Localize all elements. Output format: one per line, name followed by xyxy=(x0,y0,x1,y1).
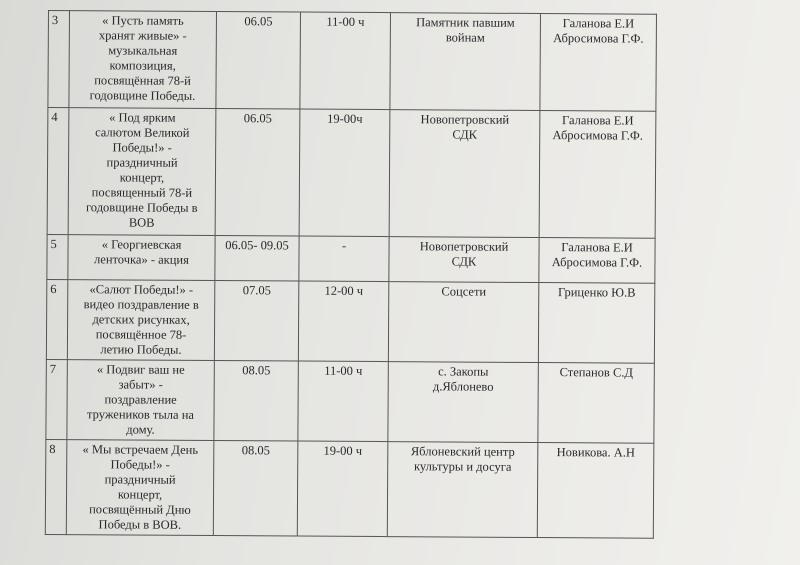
event-name: «Салют Победы!» - видео поздравление в детских рисунках, посвящённое 78- летию Победы. xyxy=(67,280,214,361)
event-date: 06.05 xyxy=(215,109,300,237)
event-time: 19-00 ч xyxy=(297,441,388,537)
event-responsible: Степанов С.Д xyxy=(538,363,654,444)
event-date: 07.05 xyxy=(214,281,298,362)
event-place: Новопетровский СДК xyxy=(389,110,540,238)
event-time: 11-00 ч xyxy=(300,12,391,110)
row-number: 4 xyxy=(47,108,69,235)
event-place: с. Закопы д.Яблонево xyxy=(388,362,538,443)
table-row xyxy=(46,359,654,443)
event-name: « Георгиевская ленточка» - акция xyxy=(68,235,215,281)
table-row xyxy=(46,279,654,363)
event-name: « Мы встречаем День Победы!» - праздничный концерт, посвящённый Дню Победы в ВОВ. xyxy=(66,440,214,536)
table-row xyxy=(45,439,654,538)
event-responsible: Гриценко Ю.В xyxy=(538,283,654,364)
event-date: 08.05 xyxy=(213,441,298,537)
event-name: « Под ярким салютом Великой Победы!» - праздничный концерт, посвященный 78-й годовщине Победы в ВОВ xyxy=(68,108,216,236)
table-row xyxy=(47,234,655,283)
row-number: 6 xyxy=(46,279,67,359)
event-time: 12-00 ч xyxy=(298,281,388,362)
event-responsible: Галанова Е.И Абросимова Г.Ф. xyxy=(540,14,657,112)
table-row xyxy=(48,11,657,112)
row-number: 5 xyxy=(47,234,68,279)
event-place: Соцсети xyxy=(388,282,538,363)
row-number: 3 xyxy=(48,11,70,108)
event-place: Яблоневский центр культуры и досуга xyxy=(387,442,538,538)
table-row xyxy=(47,108,656,239)
event-place: Новопетровский СДК xyxy=(389,237,539,283)
event-responsible: Галанова Е.И Абросимова Г.Ф. xyxy=(539,111,656,239)
event-time: 19-00ч xyxy=(299,109,390,237)
event-name: « Подвиг ваш не забыт» - поздравление тружеников тыла на дому. xyxy=(67,360,214,441)
event-name: « Пусть память хранят живые» - музыкальная композиция, посвящённая 78-й годовщине Победы. xyxy=(69,11,217,109)
event-time: 11-00 ч xyxy=(298,361,388,442)
row-number: 8 xyxy=(45,439,67,534)
event-responsible: Новикова. А.Н xyxy=(537,443,654,539)
event-time: - xyxy=(299,236,389,282)
event-date: 08.05 xyxy=(214,361,298,442)
events-table xyxy=(45,10,657,539)
event-date: 06.05 xyxy=(216,12,301,110)
row-number: 7 xyxy=(46,359,67,439)
event-responsible: Галанова Е.И Абросимова Г.Ф. xyxy=(539,238,655,284)
event-date: 06.05- 09.05 xyxy=(215,236,299,282)
event-place: Памятник павшим войнам xyxy=(390,13,541,111)
